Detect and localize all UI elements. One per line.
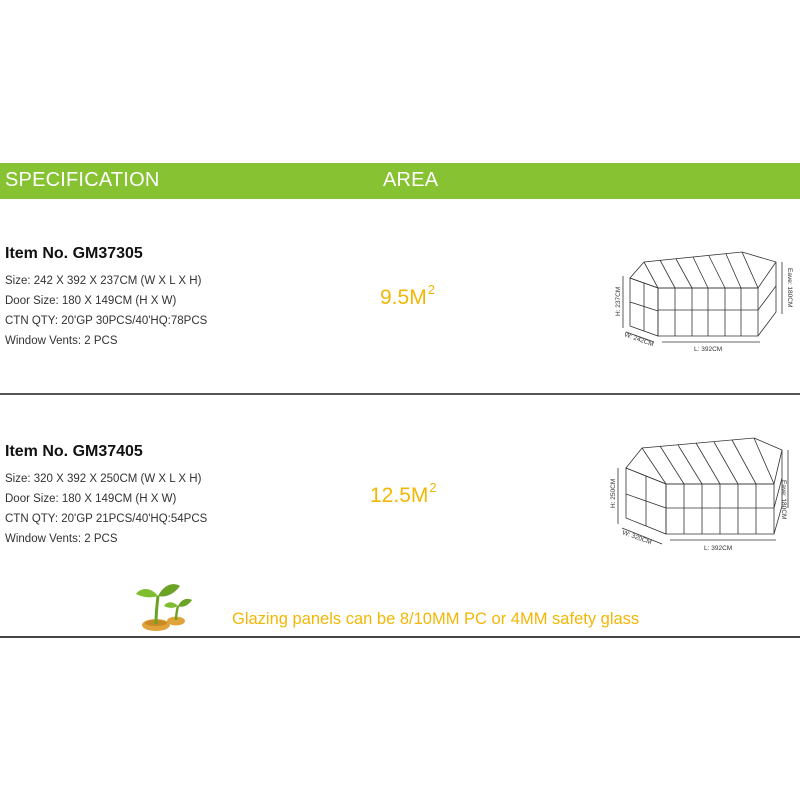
greenhouse-diagram-icon: [610, 238, 793, 358]
area-heading: AREA: [383, 169, 439, 191]
bottom-divider: [0, 636, 800, 638]
ctn-qty-spec: CTN QTY: 20'GP 21PCS/40'HQ:54PCS: [5, 513, 208, 525]
section-divider: [0, 393, 800, 395]
height-dimension-label: H: 250CM: [610, 478, 617, 508]
area-value: $9.5M^2$: [380, 282, 435, 309]
size-spec: Size: 320 X 392 X 250CM (W X L X H): [5, 473, 202, 485]
width-dimension-label: W: 242CM: [623, 331, 655, 349]
area-value: $12.5M^2$: [370, 480, 437, 507]
eave-dimension-label: Eave: 180CM: [786, 268, 793, 308]
height-dimension-label: H: 237CM: [615, 286, 622, 316]
spec-header-bar: [0, 163, 800, 199]
door-size-spec: Door Size: 180 X 149CM (H X W): [5, 295, 177, 307]
size-spec: Size: 242 X 392 X 237CM (W X L X H): [5, 275, 202, 287]
length-dimension-label: L: 392CM: [704, 545, 733, 552]
window-vents-spec: Window Vents: 2 PCS: [5, 533, 118, 545]
door-size-spec: Door Size: 180 X 149CM (H X W): [5, 493, 177, 505]
item-title: Item No. GM37405: [5, 443, 143, 460]
window-vents-spec: Window Vents: 2 PCS: [5, 335, 118, 347]
item-title: Item No. GM37305: [5, 245, 143, 262]
ctn-qty-spec: CTN QTY: 20'GP 30PCS/40'HQ:78PCS: [5, 315, 208, 327]
glazing-note: Glazing panels can be 8/10MM PC or 4MM safety glass: [232, 610, 640, 628]
sprout-icon: [132, 574, 194, 636]
greenhouse-diagram-icon: [604, 432, 794, 557]
eave-dimension-label: Eave: 180CM: [780, 480, 787, 520]
length-dimension-label: L: 392CM: [694, 346, 723, 353]
specification-heading: SPECIFICATION: [5, 169, 160, 191]
width-dimension-label: W: 320CM: [621, 529, 653, 547]
